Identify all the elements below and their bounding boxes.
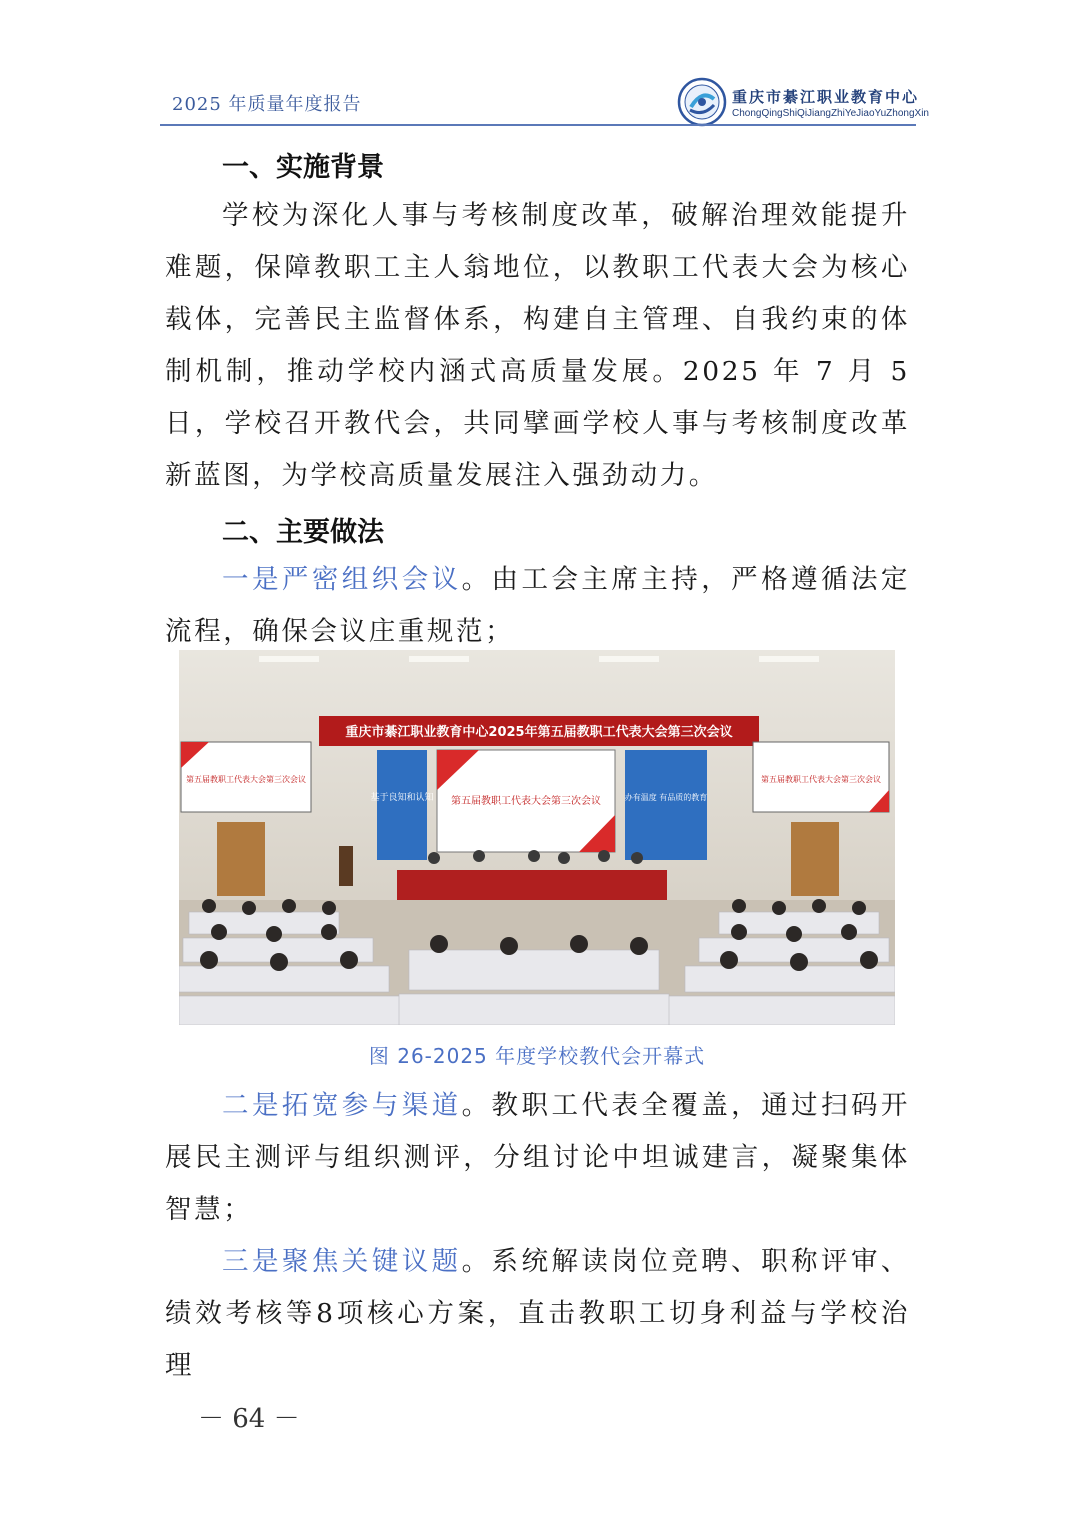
practice-item-1 [165, 554, 910, 658]
practice-item-1-text: 。由工会主席主持，严格遵循法定流程，确保会议庄重规范； [165, 564, 911, 647]
practice-item-3-text: 。系统解读岗位竞聘、职称评审、绩效考核等8项核心方案，直击教职工切身利益与学校治理 [165, 1246, 911, 1381]
practice-item-3-lead: 三是聚焦关键议题 [222, 1246, 462, 1277]
school-logo [677, 77, 727, 127]
background-paragraph: 学校为深化人事与考核制度改革，破解治理效能提升难题，保障教职工主人翁地位，以教职工代表大会为核心载体，完善民主监督体系，构建自主管理、自我约束的体制机制，推动学校内涵式高质量发展。2025 年 7 月 5 日，学校召开教代会，共同擘画学校人事与考核制度改革新蓝图，为学校高质量发展注入强劲动力。 [165, 200, 910, 491]
school-pinyin: ChongQingShiQiJiangZhiYeJiaoYuZhongXin [732, 108, 929, 119]
practice-item-2 [165, 1080, 910, 1236]
header-divider [160, 124, 916, 126]
conference-photo [179, 650, 895, 1025]
right-screen-text: 第五届教职工代表大会第三次会议 [761, 775, 881, 784]
practice-item-3 [165, 1236, 910, 1392]
center-screen-text: 第五届教职工代表大会第三次会议 [451, 796, 601, 807]
banner-text: 重庆市綦江职业教育中心2025年第五届教职工代表大会第三次会议 [345, 725, 733, 740]
school-name: 重庆市綦江职业教育中心 [732, 88, 920, 106]
page-number: － 64 － [198, 1404, 300, 1434]
report-title: 2025 年质量年度报告 [172, 94, 362, 115]
left-screen-text: 第五届教职工代表大会第三次会议 [186, 775, 306, 784]
practice-item-2-text: 。教职工代表全覆盖，通过扫码开展民主测评与组织测评，分组讨论中坦诚建言，凝聚集体智慧； [165, 1090, 911, 1225]
slogan-left: 基于良知和认知 [370, 793, 434, 803]
figure-caption: 图 26-2025 年度学校教代会开幕式 [368, 1044, 706, 1068]
section-heading-background: 一、实施背景 [222, 152, 384, 183]
practice-item-2-lead: 二是拓宽参与渠道 [222, 1090, 462, 1121]
section-heading-practices: 二、主要做法 [222, 517, 384, 548]
slogan-right: 办有温度 有品质的教育 [624, 793, 708, 802]
practice-item-1-lead: 一是严密组织会议 [222, 564, 462, 595]
